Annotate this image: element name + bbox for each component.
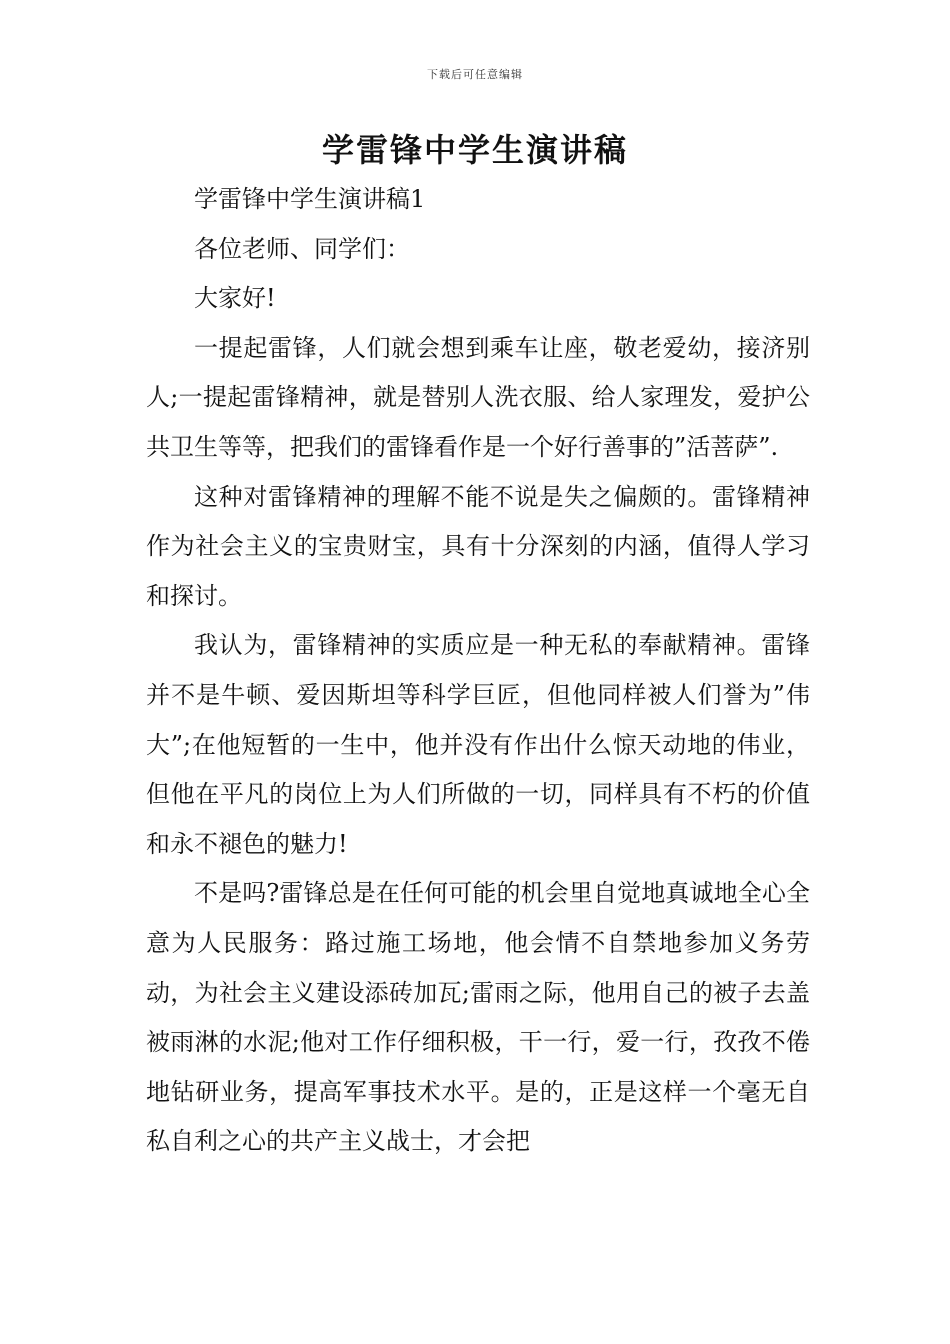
salutation-paragraph: 各位老师、同学们： xyxy=(194,234,410,263)
document-title: 学雷锋中学生演讲稿 xyxy=(321,131,628,169)
subtitle-paragraph: 学雷锋中学生演讲稿1 xyxy=(194,185,426,213)
document-body xyxy=(146,175,810,1167)
body-paragraph: 这种对雷锋精神的理解不能不说是失之偏颇的。雷锋精神作为社会主义的宝贵财宝，具有十分深刻的内涵，值得人学习和探讨。 xyxy=(146,482,810,610)
body-paragraph: 一提起雷锋，人们就会想到乘车让座，敬老爱幼，接济别人;一提起雷锋精神，就是替别人洗衣服、给人家理发，爱护公共卫生等等，把我们的雷锋看作是一个好行善事的”活菩萨”. xyxy=(146,333,810,461)
body-paragraph: 我认为，雷锋精神的实质应是一种无私的奉献精神。雷锋并不是牛顿、爱因斯坦等科学巨匠，但他同样被人们誉为”伟大”;在他短暂的一生中，他并没有作出什么惊天动地的伟业，但他在平凡的岗位上为人们所做的一切，同样具有不朽的价值和永不褪色的魅力! xyxy=(146,631,810,858)
greeting-paragraph: 大家好! xyxy=(194,284,276,313)
page-header-note: 下载后可任意编辑 xyxy=(427,68,523,81)
body-paragraph: 不是吗?雷锋总是在任何可能的机会里自觉地真诚地全心全意为人民服务：路过施工场地，他会情不自禁地参加义务劳动，为社会主义建设添砖加瓦;雷雨之际，他用自己的被子去盖被雨淋的水泥;他对工作仔细积极，干一行，爱一行，孜孜不倦地钻研业务，提高军事技术水平。是的，正是这样一个毫无自私自利之心的共产主义战士，才会把 xyxy=(146,879,810,1156)
